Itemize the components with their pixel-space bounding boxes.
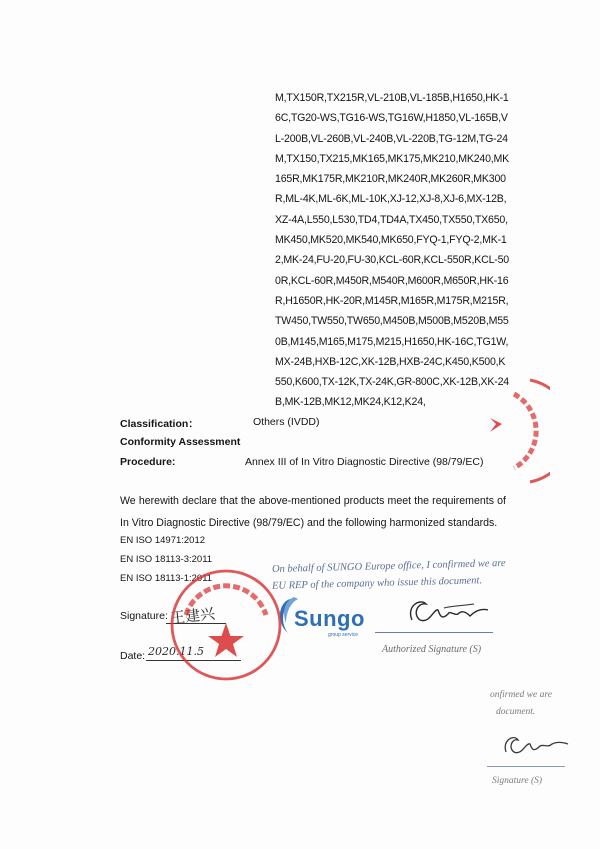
date-label: Date: bbox=[120, 650, 146, 662]
conformity-label-line2: Procedure: bbox=[120, 456, 176, 468]
signature-label: Signature: bbox=[120, 610, 168, 622]
date-handwritten: 2020.11.5 bbox=[148, 645, 204, 658]
classification-label: Classification： bbox=[120, 418, 199, 430]
conformity-value: Annex III of In Vitro Diagnostic Directive (98/79/EC) bbox=[245, 456, 484, 468]
rep-statement-line1: On behalf of SUNGO Europe office, I confirmed we are bbox=[271, 557, 506, 576]
company-seal-stamp-partial bbox=[470, 376, 550, 486]
classification-value: Others (IVDD) bbox=[253, 416, 320, 428]
authorized-label: Authorized Signature (S) bbox=[382, 644, 482, 655]
standard-item: EN ISO 18113-1:2011 bbox=[120, 573, 213, 584]
conformity-label-line1: Conformity Assessment bbox=[120, 436, 241, 448]
model-list: M,TX150R,TX215R,VL-210B,VL-185B,H1650,HK-16C,TG20-WS,TG16-WS,TG16W,H1850,VL-165B,VL-200B,VL-260B,VL-240B,VL-220B,TG-12M,TG-24M,TX150,TX215,MK165,MK175,MK210,MK240,MK165R,MK175R,MK210R,MK240R,MK260R,MK300R,ML-4K,ML-6K,ML-10K,XJ-12,XJ-8,XJ-6,MX-12B,XZ-4A,L550,L530,TD4,TD4A,TX450,TX550,TX650,MK450,MK520,MK540,MK650,FYQ-1,FYQ-2,MK-12,MK-24,FU-20,FU-30,KCL-60R,KCL-550R,KCL-500R,KCL-60R,M450R,M540R,M600R,M650R,HK-16R,H1650R,HK-20R,M145R,M165R,M175R,M215R,TW450,TW550,TW650,M450B,M500B,M520B,M550B,M145,M165,M175,M215,H1650,HK-16C,TG1W,MX-24B,HXB-12C,XK-12B,HXB-24C,K450,K500,K550,K600,TX-12K,TX-24K,GR-800C,XK-12B,XK-24B,MK-12B,MK12,MK24,K12,K24, bbox=[275, 92, 510, 409]
bleed-through-line2: document. bbox=[496, 707, 536, 717]
signature-handwritten: 王建兴 bbox=[169, 604, 216, 628]
bleed-through-line1: onfirmed we are bbox=[490, 690, 552, 700]
rep-statement-line2: EU REP of the company who issue this document. bbox=[271, 575, 483, 592]
bleed-through-line bbox=[487, 766, 565, 767]
standard-item: EN ISO 18113-3:2011 bbox=[120, 554, 213, 565]
bleed-through-authorized: Signature (S) bbox=[492, 776, 543, 786]
bleed-through-signature-mark bbox=[500, 732, 570, 762]
declaration-text: We herewith declare that the above-mentioned products meet the requirements of In Vitro Diagnostic Directive (98/79/EC) and the following harmonized standards. bbox=[120, 495, 506, 529]
company-seal-stamp bbox=[166, 565, 286, 685]
sungo-logo-subtext: group service bbox=[328, 632, 359, 638]
authorized-signature-mark bbox=[404, 596, 494, 632]
authorized-line bbox=[375, 632, 493, 633]
standard-item: EN ISO 14971:2012 bbox=[120, 535, 206, 546]
sungo-logo-text: Sungo bbox=[294, 606, 365, 631]
